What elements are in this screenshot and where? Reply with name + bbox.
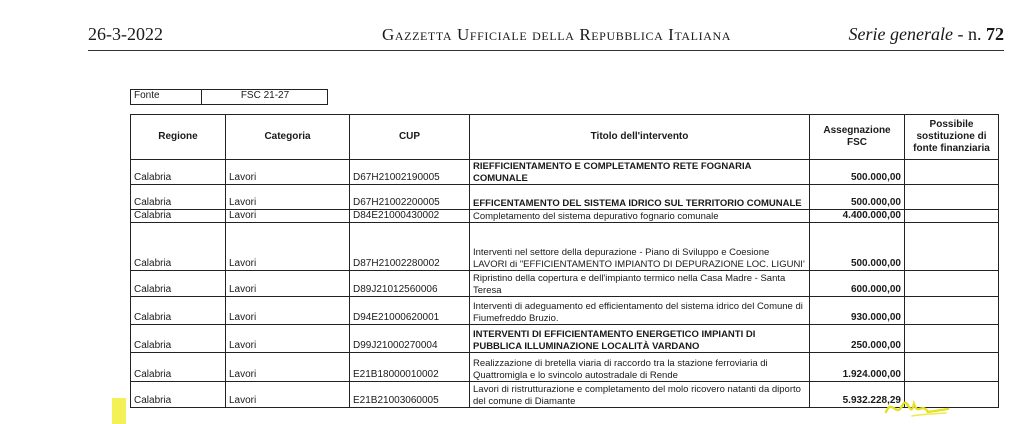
cell-titolo: Completamento del sistema depurativo fognario comunale xyxy=(470,210,810,223)
cell-regione: Calabria xyxy=(131,185,226,210)
cell-cup: D87H21002280002 xyxy=(350,223,470,271)
cell-categoria: Lavori xyxy=(226,160,350,185)
table-row xyxy=(131,382,999,408)
highlighter-mark xyxy=(112,398,126,424)
cell-regione: Calabria xyxy=(131,297,226,325)
cell-assegnazione: 5.932.228,29 xyxy=(810,382,905,408)
cell-categoria: Lavori xyxy=(226,223,350,271)
interventions-table xyxy=(130,114,999,408)
cell-cup: E21B21003060005 xyxy=(350,382,470,408)
cell-sostituzione xyxy=(905,223,999,271)
cell-assegnazione: 500.000,00 xyxy=(810,185,905,210)
cell-titolo: Ripristino della copertura e dell'impianto termico nella Casa Madre - Santa Teresa xyxy=(470,271,810,297)
cell-cup: D89J21012560006 xyxy=(350,271,470,297)
col-header-categoria: Categoria xyxy=(226,115,350,160)
cell-sostituzione xyxy=(905,297,999,325)
cell-cup: D94E21000620001 xyxy=(350,297,470,325)
col-header-titolo: Titolo dell'intervento xyxy=(470,115,810,160)
col-header-cup: CUP xyxy=(350,115,470,160)
cell-regione: Calabria xyxy=(131,223,226,271)
table-row xyxy=(131,185,999,210)
header-series xyxy=(849,24,1004,45)
table-row xyxy=(131,160,999,185)
cell-regione: Calabria xyxy=(131,160,226,185)
fonte-box xyxy=(130,89,328,105)
fonte-label: Fonte xyxy=(134,90,160,101)
cell-sostituzione xyxy=(905,185,999,210)
cell-cup: D99J21000270004 xyxy=(350,325,470,353)
col-header-sostituzione: Possibile sostituzione di fonte finanziaria xyxy=(905,115,999,160)
cell-sostituzione xyxy=(905,210,999,223)
cell-regione: Calabria xyxy=(131,271,226,297)
col-header-regione: Regione xyxy=(131,115,226,160)
issue-number: 72 xyxy=(986,24,1004,44)
cell-titolo: Realizzazione di bretella viaria di raccordo tra la stazione ferroviaria di Quattromigla e lo svincolo autostradale di Rende xyxy=(470,353,810,382)
cell-titolo: Interventi di adeguamento ed efficientamento del sistema idrico del Comune di Fiumefreddo Bruzio. xyxy=(470,297,810,325)
series-separator: - n. xyxy=(953,24,986,44)
cell-sostituzione xyxy=(905,325,999,353)
cell-assegnazione: 4.400.000,00 xyxy=(810,210,905,223)
cell-sostituzione xyxy=(905,271,999,297)
header-date: 26-3-2022 xyxy=(88,24,163,44)
table-row xyxy=(131,271,999,297)
cell-categoria: Lavori xyxy=(226,325,350,353)
cell-assegnazione: 1.924.000,00 xyxy=(810,353,905,382)
cell-titolo: EFFICENTAMENTO DEL SISTEMA IDRICO SUL TERRITORIO COMUNALE xyxy=(470,185,810,210)
cell-sostituzione xyxy=(905,353,999,382)
cell-assegnazione: 600.000,00 xyxy=(810,271,905,297)
cell-regione: Calabria xyxy=(131,325,226,353)
cell-categoria: Lavori xyxy=(226,210,350,223)
cell-titolo: Lavori di ristrutturazione e completamento del molo ricovero natanti da diporto del comune di Diamante xyxy=(470,382,810,408)
cell-assegnazione: 500.000,00 xyxy=(810,223,905,271)
fonte-value: FSC 21-27 xyxy=(201,90,328,104)
cell-cup: D67H21002200005 xyxy=(350,185,470,210)
cell-regione: Calabria xyxy=(131,210,226,223)
cell-titolo: INTERVENTI DI EFFICIENTAMENTO ENERGETICO IMPIANTI DI PUBBLICA ILLUMINAZIONE LOCALITÀ VARDANO xyxy=(470,325,810,353)
header-rule xyxy=(88,50,1004,51)
cell-categoria: Lavori xyxy=(226,271,350,297)
table-row xyxy=(131,297,999,325)
cell-assegnazione: 930.000,00 xyxy=(810,297,905,325)
cell-regione: Calabria xyxy=(131,382,226,408)
cell-categoria: Lavori xyxy=(226,382,350,408)
cell-titolo: Interventi nel settore della depurazione - Piano di Sviluppo e Coesione LAVORI di "EFFICIENTAMENTO IMPIANTO DI DEPURAZIONE LOC. LIGUNI' xyxy=(470,223,810,271)
table-row xyxy=(131,210,999,223)
page-header xyxy=(88,22,1014,48)
header-title: Gazzetta Ufficiale della Repubblica Italiana xyxy=(382,25,732,44)
table-row xyxy=(131,325,999,353)
cell-categoria: Lavori xyxy=(226,185,350,210)
cell-sostituzione xyxy=(905,160,999,185)
col-header-assegnazione: Assegnazione FSC xyxy=(810,115,905,160)
cell-titolo: RIEFFICIENTAMENTO E COMPLETAMENTO RETE FOGNARIA COMUNALE xyxy=(470,160,810,185)
table-header-row xyxy=(131,115,999,160)
cell-assegnazione: 500.000,00 xyxy=(810,160,905,185)
table-row xyxy=(131,353,999,382)
cell-regione: Calabria xyxy=(131,353,226,382)
handwritten-signature xyxy=(882,394,952,422)
cell-cup: E21B18000010002 xyxy=(350,353,470,382)
cell-assegnazione: 250.000,00 xyxy=(810,325,905,353)
cell-cup: D67H21002190005 xyxy=(350,160,470,185)
cell-categoria: Lavori xyxy=(226,353,350,382)
cell-cup: D84E21000430002 xyxy=(350,210,470,223)
table-row xyxy=(131,223,999,271)
cell-categoria: Lavori xyxy=(226,297,350,325)
series-label: Serie generale xyxy=(848,24,953,44)
